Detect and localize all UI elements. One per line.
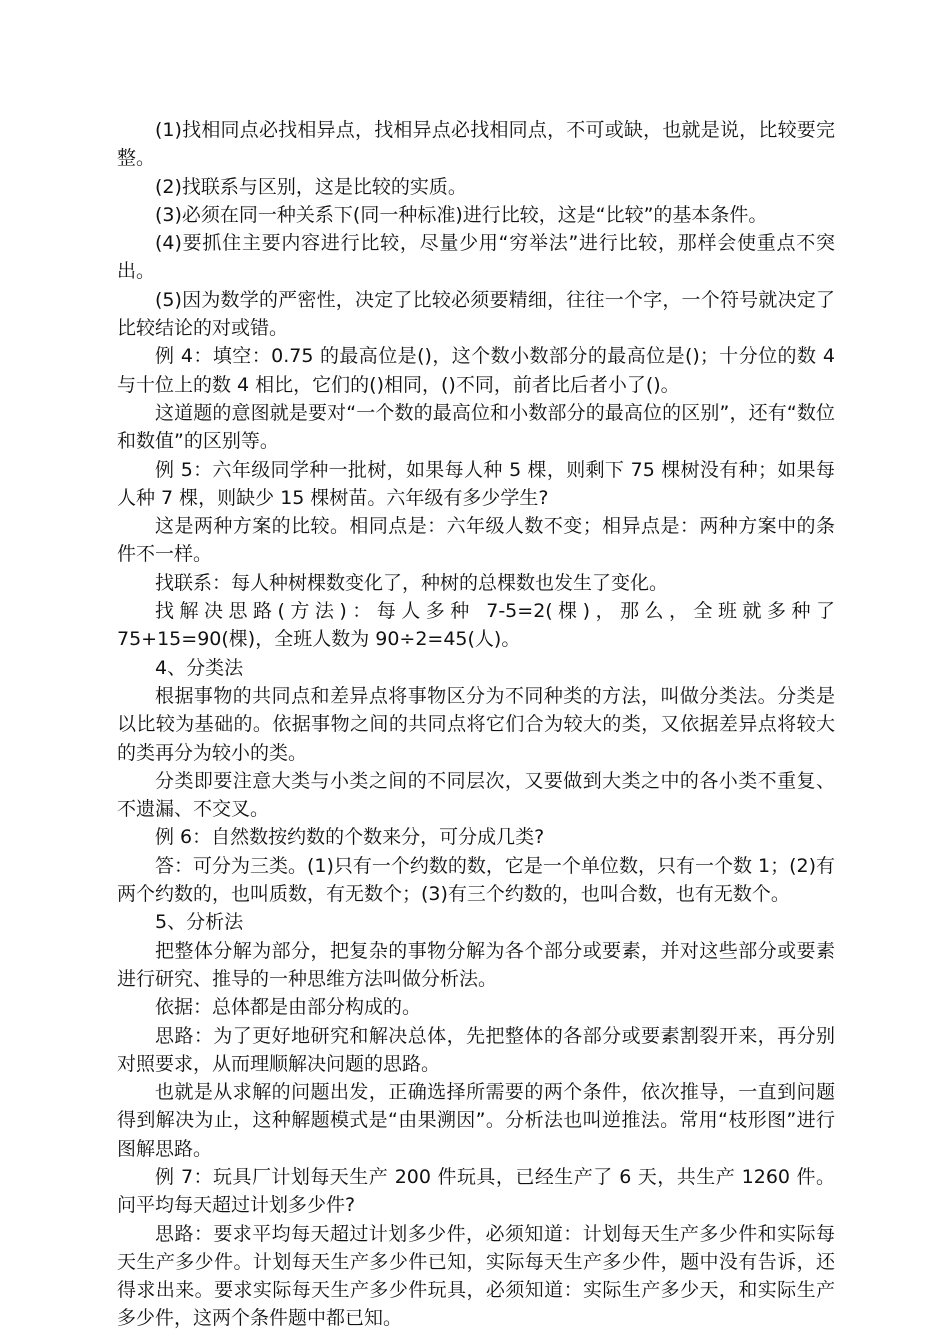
paragraph-example-6: 例 6：自然数按约数的个数来分，可分成几类? [155, 826, 545, 849]
paragraph-example-6-answer: 答：可分为三类。(1)只有一个约数的数，它是一个单位数，只有一个数 1；(2)有两个约数的，也叫质数，有无数个；(3)有三个约数的，也叫合数，也有无数个。 [117, 854, 835, 906]
paragraph-compare-rule-5: (5)因为数学的严密性，决定了比较必须要精细，往往一个字，一个符号就决定了比较结论的对或错。 [117, 288, 835, 340]
paragraph-example-5-comparison: 这是两种方案的比较。相同点是：六年级人数不变；相异点是：两种方案中的条件不一样。 [117, 515, 835, 566]
paragraph-example-7: 例 7：玩具厂计划每天生产 200 件玩具，已经生产了 6 天，共生产 1260 件。问平均每天超过计划多少件? [117, 1165, 835, 1217]
paragraph-classification-note: 分类即要注意大类与小类之间的不同层次，又要做到大类之中的各小类不重复、不遗漏、不交叉。 [117, 769, 835, 821]
paragraph-analysis-definition: 把整体分解为部分，把复杂的事物分解为各个部分或要素，并对这些部分或要素进行研究、推导的一种思维方法叫做分析法。 [117, 939, 835, 990]
paragraph-compare-rule-4: (4)要抓住主要内容进行比较，尽量少用“穷举法”进行比较，那样会使重点不突出。 [117, 232, 835, 283]
document-body [117, 116, 835, 1333]
paragraph-classification-definition: 根据事物的共同点和差异点将事物区分为不同种类的方法，叫做分类法。分类是以比较为基础的。依据事物之间的共同点将它们合为较大的类，又依据差异点将较大的类再分为较小的类。 [117, 684, 835, 764]
section-heading-analysis: 5、分析法 [155, 911, 244, 934]
section-heading-classification: 4、分类法 [155, 656, 244, 679]
paragraph-example-4: 例 4：填空：0.75 的最高位是()，这个数小数部分的最高位是()；十分位的数 4 与十位上的数 4 相比，它们的()相同，()不同，前者比后者小了()。 [117, 345, 835, 396]
paragraph-example-5-solution: 找解决思路(方法)：每人多种 7-5=2(棵)，那么，全班就多种了 75+15=90(棵)，全班人数为 90÷2=45(人)。 [117, 600, 835, 651]
paragraph-example-4-explanation: 这道题的意图就是要对“一个数的最高位和小数部分的最高位的区别”，还有“数位和数值”的区别等。 [117, 401, 835, 453]
paragraph-compare-rule-1: (1)找相同点必找相异点，找相异点必找相同点，不可或缺，也就是说，比较要完整。 [117, 119, 835, 170]
paragraph-example-5-connection: 找联系：每人种树棵数变化了，种树的总棵数也发生了变化。 [155, 571, 669, 594]
paragraph-example-5: 例 5：六年级同学种一批树，如果每人种 5 棵，则剩下 75 棵树没有种；如果每人种 7 棵，则缺少 15 棵树苗。六年级有多少学生? [117, 458, 835, 509]
paragraph-analysis-approach: 思路：为了更好地研究和解决总体，先把整体的各部分或要素割裂开来，再分别对照要求，从而理顺解决问题的思路。 [117, 1024, 835, 1075]
paragraph-compare-rule-2: (2)找联系与区别，这是比较的实质。 [155, 175, 467, 198]
paragraph-analysis-method: 也就是从求解的问题出发，正确选择所需要的两个条件，依次推导，一直到问题得到解决为止，这种解题模式是“由果溯因”。分析法也叫逆推法。常用“枝形图”进行图解思路。 [117, 1081, 835, 1160]
paragraph-compare-rule-3: (3)必须在同一种关系下(同一种标准)进行比较，这是“比较”的基本条件。 [155, 203, 768, 226]
paragraph-analysis-basis: 依据：总体都是由部分构成的。 [155, 996, 422, 1019]
paragraph-example-7-approach: 思路：要求平均每天超过计划多少件，必须知道：计划每天生产多少件和实际每天生产多少件。计划每天生产多少件已知，实际每天生产多少件，题中没有告诉，还得求出来。要求实际每天生产多少件玩具，必须知道：实际生产多少天，和实际生产多少件，这两个条件题中都已知。 [117, 1222, 835, 1330]
